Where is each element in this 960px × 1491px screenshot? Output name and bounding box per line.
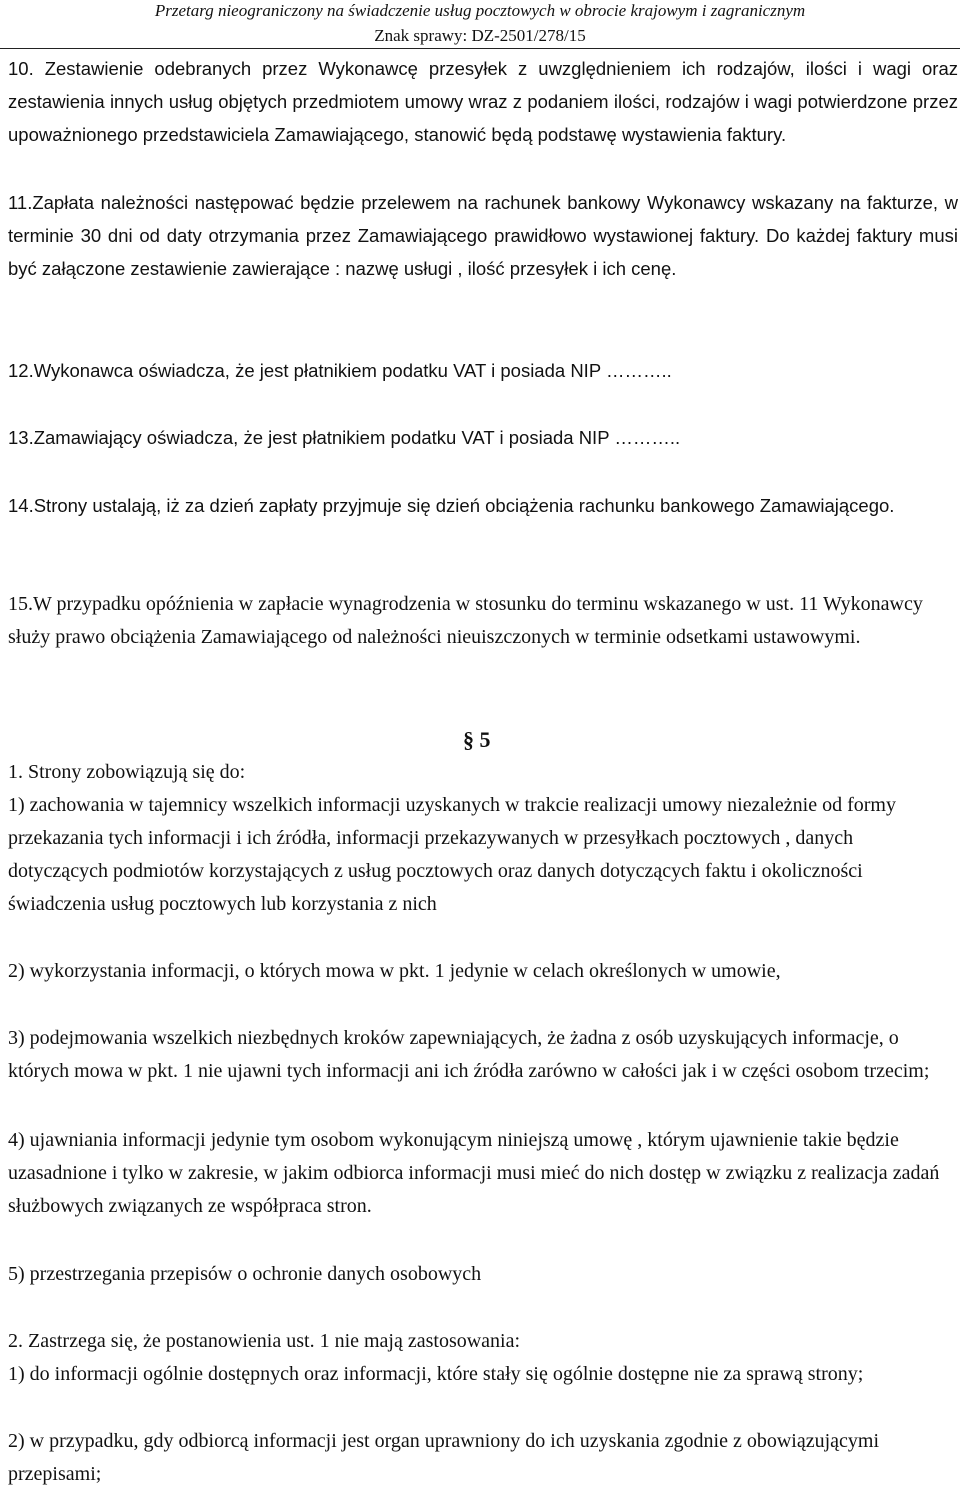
- point-13: 13.Zamawiający oświadcza, że jest płatnikiem podatku VAT i posiada NIP ………..: [8, 427, 681, 448]
- obligation-5: 5) przestrzegania przepisów o ochronie danych osobowych: [8, 1263, 482, 1285]
- tender-title: Przetarg nieograniczony na świadczenie usług pocztowych w obrocie krajowym i zagranicznym: [154, 1, 806, 20]
- point-10: 10. Zestawienie odebranych przez Wykonawcę przesyłek z uwzględnieniem ich rodzajów, ilości i wagi oraz zestawienia innych usług objętych przedmiotem umowy wraz z podaniem ilości, rodzajów i wagi potwierdzone przez upoważnionego przedstawiciela Zamawiającego, stanowić będą podstawę wystawienia faktury.: [8, 58, 958, 145]
- exception-2: 2) w przypadku, gdy odbiorcą informacji jest organ uprawniony do ich uzyskania zgodnie z obowiązującymi przepisami;: [8, 1430, 880, 1485]
- obligation-4: 4) ujawniania informacji jedynie tym osobom wykonującym niniejszą umowę , którym ujawnienie takie będzie uzasadnione i tylko w zakresie, w jakim odbiorca informacji musi mieć do nich dostęp w związku z realizacja zadań służbowych związanych ze współpraca stron.: [8, 1129, 940, 1217]
- section-intro: 1. Strony zobowiązują się do:: [8, 761, 246, 783]
- header-divider: [0, 48, 960, 49]
- page-header: [0, 0, 960, 47]
- point-11: 11.Zapłata należności następować będzie przelewem na rachunek bankowy Wykonawcy wskazany na fakturze, w terminie 30 dni od daty otrzymania przez Zamawiającego prawidłowo wystawionej faktury. Do każdej faktury musi być załączone zestawienie zawierające : nazwę usługi , ilość przesyłek i ich cenę.: [8, 192, 958, 279]
- point-12: 12.Wykonawca oświadcza, że jest płatnikiem podatku VAT i posiada NIP ………..: [8, 360, 672, 381]
- point-15: 15.W przypadku opóźnienia w zapłacie wynagrodzenia w stosunku do terminu wskazanego w ust. 11 Wykonawcy służy prawo obciążenia Zamawiającego od należności nieuiszczonych w terminie odsetkami ustawowymi.: [8, 593, 923, 648]
- obligation-1: 1) zachowania w tajemnicy wszelkich informacji uzyskanych w trakcie realizacji umowy niezależnie od formy przekazania tych informacji i ich źródła, informacji przekazywanych w przesyłkach pocztowych , danych dotyczących podmiotów korzystających z usług pocztowych oraz danych dotyczących faktu i okoliczności świadczenia usług pocztowych lub korzystania z nich: [8, 794, 896, 915]
- point-14: 14.Strony ustalają, iż za dzień zapłaty przyjmuje się dzień obciążenia rachunku bankowego Zamawiającego.: [8, 495, 895, 516]
- exception-1: 1) do informacji ogólnie dostępnych oraz informacji, które stały się ogólnie dostępne nie za sprawą strony;: [8, 1363, 864, 1385]
- section-heading: § 5: [463, 727, 491, 752]
- obligation-3: 3) podejmowania wszelkich niezbędnych kroków zapewniających, że żadna z osób uzyskujących informacje, o których mowa w pkt. 1 nie ujawni tych informacji ani ich źródła zarówno w całości jak i w części osobom trzecim;: [8, 1027, 930, 1082]
- case-number: Znak sprawy: DZ-2501/278/15: [374, 26, 586, 45]
- obligation-2: 2) wykorzystania informacji, o których mowa w pkt. 1 jedynie w celach określonych w umowie,: [8, 960, 781, 982]
- section-point-2: 2. Zastrzega się, że postanowienia ust. 1 nie mają zastosowania:: [8, 1330, 521, 1352]
